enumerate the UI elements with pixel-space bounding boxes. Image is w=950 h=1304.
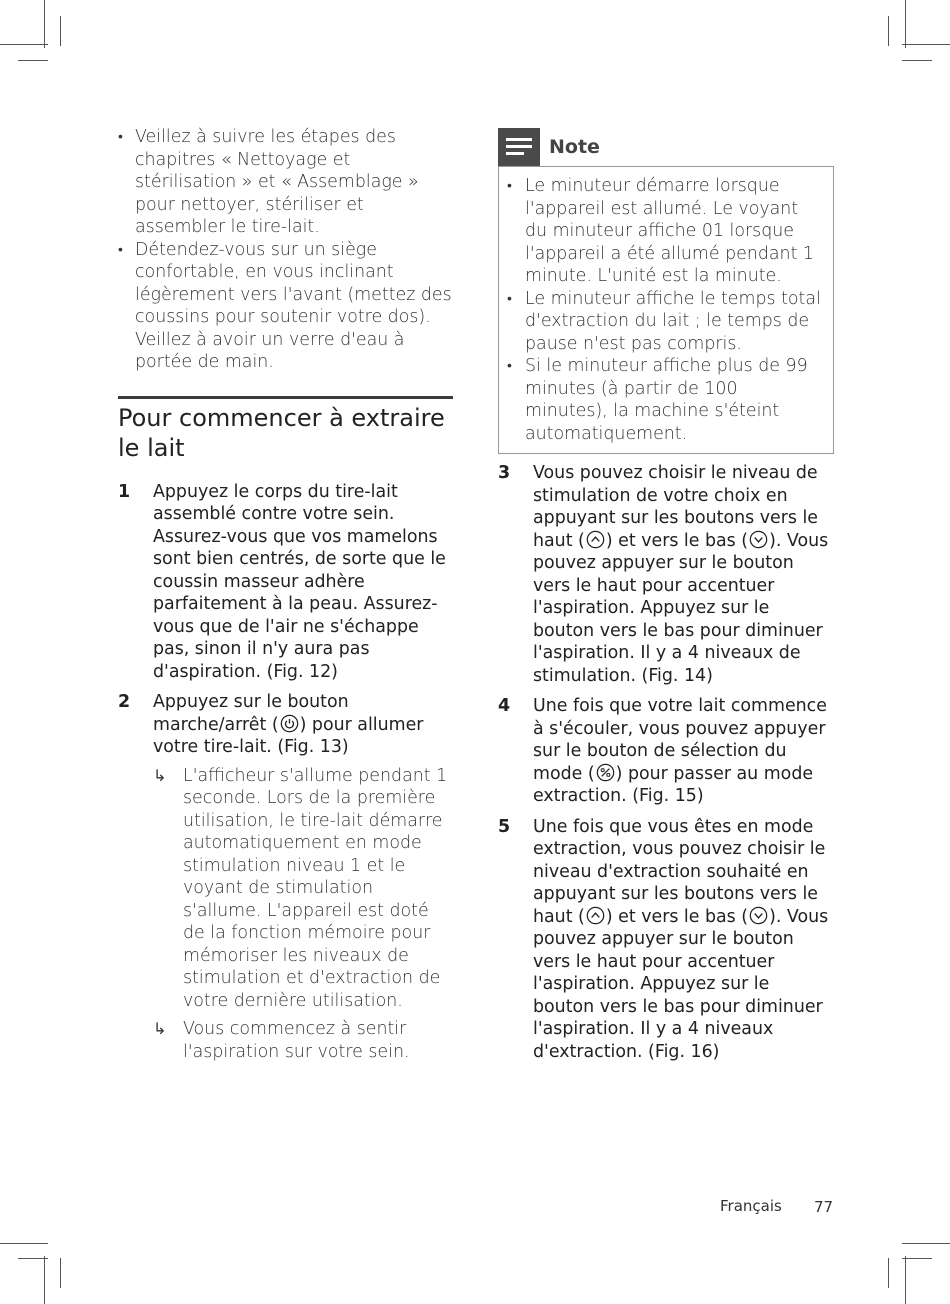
list-item: • Si le minuteur affiche plus de 99 minutes (à partir de 100 minutes), la machine s'éteint automatiquement. <box>507 356 808 444</box>
page-number: 77 <box>814 1198 834 1216</box>
power-icon <box>280 714 299 733</box>
result-arrow-icon: ↳ <box>153 765 167 785</box>
section-title: Pour commencer à extraire le lait <box>118 403 445 462</box>
crop-mark <box>888 1258 889 1288</box>
result-item: ↳ Vous commencez à sentir l'aspiration sur votre sein. <box>153 1019 410 1062</box>
crop-mark <box>905 0 906 48</box>
list-item: • Détendez-vous sur un siège confortable, en vous inclinant légèrement vers l'avant (mettez des coussins pour soutenir votre dos). Veillez à avoir un verre d'eau à portée de main. <box>118 239 452 372</box>
note-bullets <box>507 175 825 445</box>
step-number: 3 <box>498 463 511 483</box>
step-text: Appuyez sur le bouton marche/arrêt ( ) pour allumer votre tire-lait. (Fig. 13) <box>153 692 424 757</box>
footer-language: Français <box>720 1197 782 1215</box>
crop-mark <box>18 60 48 61</box>
step-text: Une fois que vous êtes en mode extraction, vous pouvez choisir le niveau d'extraction souhaité en appuyant sur les boutons vers le haut ( ) et vers le bas ( ). Vous pouvez appuyer sur le bouton vers le haut pour accentuer l'aspiration. Appuyez sur le bouton vers le bas pour diminuer l'aspiration. Il y a 4 niveaux d'extraction. (Fig. 16) <box>533 816 829 1062</box>
crop-mark <box>0 1243 48 1244</box>
list-item: • Le minuteur démarre lorsque l'appareil est allumé. Le voyant du minuteur affiche 01 lorsque l'appareil a été allumé pendant 1 minute. L'unité est la minute. <box>507 176 814 286</box>
step-text: Une fois que votre lait commence à s'écouler, vous pouvez appuyer sur le bouton de sélection du mode ( ) pour passer au mode extraction. (Fig. 15) <box>533 696 827 806</box>
step-number: 1 <box>118 481 131 502</box>
note-box <box>498 166 834 454</box>
crop-mark <box>902 1258 932 1259</box>
list-item: • Le minuteur affiche le temps total d'extraction du lait ; le temps de pause n'est pas compris. <box>507 288 821 354</box>
section-divider <box>118 396 453 399</box>
step-results <box>153 765 453 1064</box>
step-text: Vous pouvez choisir le niveau de stimulation de votre choix en appuyant sur les boutons vers le haut ( ) et vers le bas ( ). Vous pouvez appuyer sur le bouton vers le haut pour accentuer l'aspiration. Appuyez sur le bouton vers le bas pour diminuer l'aspiration. Il y a 4 niveaux de stimulation. (Fig. 14) <box>533 463 829 686</box>
step-number: 4 <box>498 696 511 716</box>
mode-select-icon <box>596 763 615 782</box>
crop-mark <box>902 60 932 61</box>
left-column <box>118 126 453 1069</box>
crop-mark <box>60 1258 61 1288</box>
chevron-down-icon <box>749 530 768 549</box>
crop-mark <box>905 1256 906 1304</box>
crop-mark <box>902 44 950 45</box>
step-text: Appuyez le corps du tire-lait assemblé contre votre sein. Assurez-vous que vos mamelons sont bien centrés, de sorte que le coussin masseur adhère parfaitement à la peau. Assurez-vous que de l'air ne s'échappe pas, sinon il n'y aura pas d'aspiration. (Fig. 12) <box>153 481 446 682</box>
step-2 <box>118 691 453 1063</box>
step-3 <box>498 462 834 687</box>
chevron-up-icon <box>586 530 605 549</box>
note-header <box>498 128 834 166</box>
right-column <box>498 128 834 1063</box>
chevron-up-icon <box>586 906 605 925</box>
crop-mark <box>44 1256 45 1304</box>
result-item: ↳ L'afficheur s'allume pendant 1 seconde. Lors de la première utilisation, le tire-lait démarre automatiquement en mode stimulation niveau 1 et le voyant de stimulation s'allume. L'appareil est doté de la fonction mémoire pour mémoriser les niveaux de stimulation et d'extraction de votre dernière utilisation. <box>153 765 448 1011</box>
steps-list-continued <box>498 462 834 1063</box>
crop-mark <box>0 44 48 45</box>
result-arrow-icon: ↳ <box>153 1019 167 1038</box>
intro-bullets <box>118 126 453 374</box>
crop-mark <box>60 16 61 46</box>
crop-mark <box>902 1243 950 1244</box>
crop-mark <box>888 16 889 46</box>
step-4 <box>498 695 834 808</box>
steps-list <box>118 481 453 1064</box>
step-number: 2 <box>118 692 131 712</box>
note-label: Note <box>549 136 600 158</box>
note-icon <box>498 128 540 166</box>
step-number: 5 <box>498 816 511 837</box>
crop-mark <box>44 0 45 48</box>
list-item: • Veillez à suivre les étapes des chapitres « Nettoyage et stérilisation » et « Assemblage » pour nettoyer, stériliser et assembler le tire-lait. <box>118 127 419 237</box>
chevron-down-icon <box>749 906 768 925</box>
step-5 <box>498 816 834 1064</box>
step-1 <box>118 481 453 684</box>
